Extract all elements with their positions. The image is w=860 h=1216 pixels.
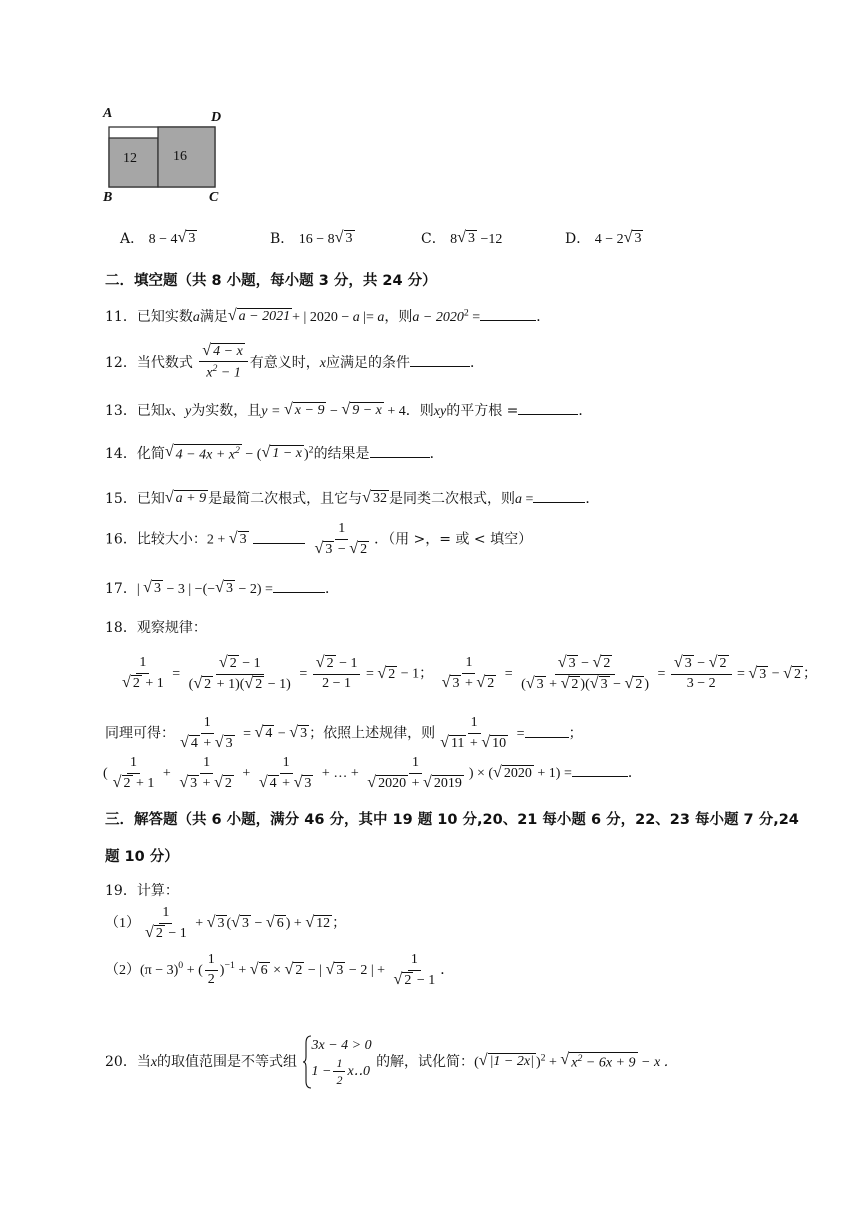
label-B: B: [103, 190, 113, 205]
label-D: D: [211, 110, 222, 125]
option-expr-tail: −12: [477, 232, 503, 247]
option-expr: 16 − 8: [298, 232, 335, 247]
question-14: 14．化简 √ $4 - 4x + x^2$ − ( √ 1 − x )$^2$的结果是 ．: [105, 443, 444, 463]
rectangle-figure: [100, 108, 230, 208]
question-11: 11．已知实数a满足 √ a − 2021 + | 2020 − a |= a，则$a - 2020^2$ = ．: [105, 307, 551, 325]
inequality-system: 3x − 4 > 0 1 − $\frac{1}{2}$ x‥0: [302, 1035, 372, 1089]
fraction: √ 4 − x $x^2 - 1$: [199, 343, 248, 383]
q18-pattern-line: 1 √ 2 + 1 = √ 2 − 1 ( √ 2 + 1)( √ 2 − 1) = √ 2 − 1 2 − 1 = √ 2 − 1； 1 √ 3 + √ 2 = √ 3 − √ 2 ( √ 3 + √ 2 )( √ 3 − √ 2 ) = √ 3 − √ 2 3 − 2 = √ 3 − √ 2 ；: [122, 654, 817, 692]
answer-blank[interactable]: [533, 490, 585, 503]
question-19: 19．计算：: [105, 883, 179, 899]
answer-blank[interactable]: [518, 402, 578, 415]
section-2-title: 二．填空题（共 8 小题，每小题 3 分，共 24 分）: [105, 273, 437, 289]
answer-blank[interactable]: [253, 531, 305, 544]
option-a[interactable]: [120, 228, 197, 248]
question-13: 13．已知x、y为实数，且y = √ x − 9 − √ 9 − x + 4．则xy的平方根 = ．: [105, 401, 593, 419]
area-large-label: 16: [173, 149, 187, 164]
q18-similar-line: 同理可得： 1 √ 4 + √ 3 = √ 4 − √ 3 ；依照上述规律，则 1 √ 11 + √ 10 = ；: [105, 715, 583, 751]
label-A: A: [103, 106, 113, 121]
option-b[interactable]: [270, 228, 355, 248]
answer-blank[interactable]: [273, 580, 325, 593]
section-3-title: 三．解答题（共 6 小题，满分 46 分，其中 19 题 10 分,20、21 每小题 6 分，22、23 每小题 7 分,24: [105, 812, 799, 828]
section-3-title-cont: 题 10 分）: [105, 849, 179, 865]
answer-blank[interactable]: [525, 725, 569, 738]
option-letter: C．: [421, 231, 446, 247]
question-12: 12．当代数式 √ 4 − x $x^2 - 1$ 有意义时，x应满足的条件 ．: [105, 342, 485, 381]
option-expr: 4 − 2: [594, 232, 624, 247]
answer-blank[interactable]: [572, 764, 628, 777]
area-small-label: 12: [123, 151, 137, 166]
question-17: 17．| √ 3 − 3 | −(− √ 3 − 2) = ．: [105, 579, 339, 597]
question-16: 16．比较大小：2 + √ 3 1 √ 3 − √ 2 ．（用 >，= 或 < 填空）: [105, 521, 533, 557]
radical: √ 3: [334, 229, 353, 247]
label-C: C: [209, 190, 219, 205]
option-letter: A．: [120, 231, 145, 247]
question-15: 15．已知 √ a + 9 是最简二次根式，且它与 √ 32 是同类二次根式，则a = ．: [105, 489, 600, 507]
fraction: 1 √ 3 − √ 2: [314, 521, 368, 557]
radical: √ 3: [177, 229, 196, 247]
option-letter: D．: [565, 231, 591, 247]
q19-part-1: （1） 1 √ 2 − 1 + √ 3 ( √ 3 − √ 6 ) + √ 12 ；: [105, 905, 347, 941]
option-expr: 8: [450, 232, 458, 247]
radical: √ 3: [623, 229, 642, 247]
question-20: 20．当x的取值范围是不等式组 3x − 4 > 0 1 − $\frac{1}{2}$ x‥0 的解，试化简：( √ |1 − 2x| )$^2$ + √ $x^2 - 6x + 9$ − x ．: [105, 1035, 678, 1089]
option-c[interactable]: [421, 228, 502, 248]
option-expr: 8 − 4: [148, 232, 178, 247]
brace-icon: [302, 1035, 312, 1089]
option-letter: B．: [270, 231, 295, 247]
answer-blank[interactable]: [370, 445, 430, 458]
radical: √ 3: [457, 229, 476, 247]
answer-blank[interactable]: [480, 308, 536, 321]
question-18: 18．观察规律：: [105, 620, 207, 636]
answer-blank[interactable]: [410, 354, 470, 367]
q18-sum-line: ( 1 √ 2 + 1 + 1 √ 3 + √ 2 + 1 √ 4 + √ 3 + … + 1 √ 2020 + √ 2019 ) × ( √ 2020 + 1) = ．: [103, 755, 642, 791]
option-d[interactable]: [565, 228, 643, 248]
q19-part-2: $(2)(\pi - 3)^0$ + ( $\frac{1}{2}$ )$^{-1}$ + √ 6 × √ 2 − | √ 3 − 2 | + 1 √ 2 − 1 ．: [105, 952, 455, 988]
